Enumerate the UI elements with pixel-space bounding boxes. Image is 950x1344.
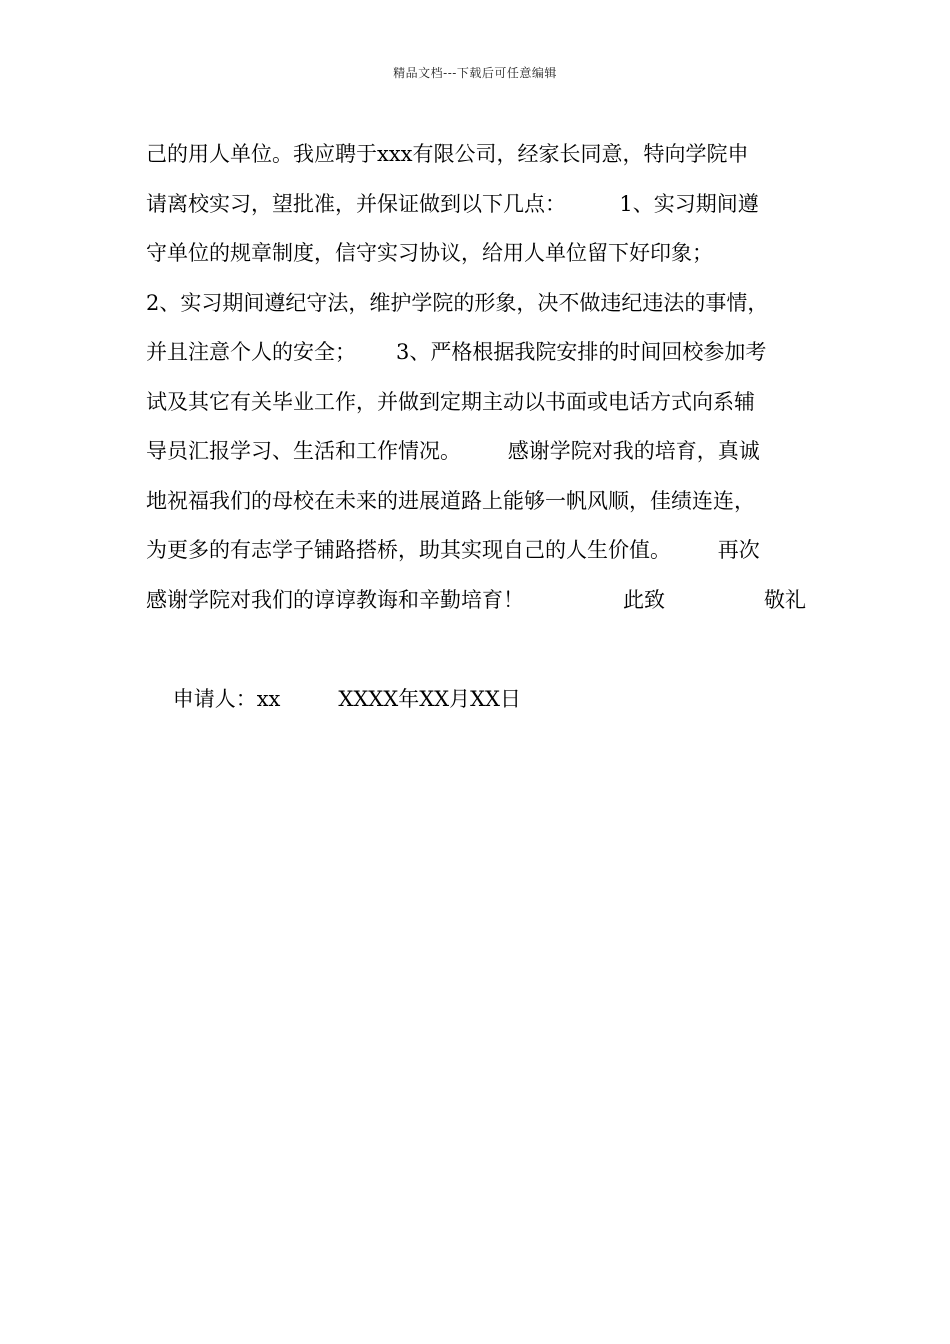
page-header: 精品文档---下载后可任意编辑: [393, 66, 557, 80]
letter-line: 2、实习期间遵纪守法，维护学院的形象，决不做违纪违法的事情，: [146, 290, 769, 315]
letter-body: [146, 130, 806, 711]
letter-line: 地祝福我们的母校在未来的进展道路上能够一帆风顺，佳绩连连，: [146, 488, 755, 513]
letter-line: 试及其它有关毕业工作，并做到定期主动以书面或电话方式向系辅: [146, 389, 755, 414]
applicant-name: 申请人：xx: [172, 686, 281, 711]
letter-line: 守单位的规章制度，信守实习协议，给用人单位留下好印象；: [146, 241, 713, 265]
letter-line: 请离校实习，望批准，并保证做到以下几点： 1、实习期间遵: [146, 191, 759, 216]
closing-jing-li: 敬礼: [764, 587, 806, 612]
closing-thanks: 感谢学院对我们的谆谆教诲和辛勤培育！: [146, 587, 524, 612]
closing-ci-zhi: 此致: [623, 587, 665, 612]
letter-line: 己的用人单位。我应聘于xxx有限公司，经家长同意，特向学院申: [146, 142, 749, 166]
closing-line: [146, 576, 806, 626]
letter-line: 导员汇报学习、生活和工作情况。 感谢学院对我的培育，真诚: [146, 439, 760, 463]
letter-line: 为更多的有志学子铺路搭桥，助其实现自己的人生价值。 再次: [146, 538, 760, 562]
signature-line: [146, 625, 806, 711]
signature-date: XXXX年XX月XX日: [338, 686, 521, 711]
letter-line: 并且注意个人的安全； 3、严格根据我院安排的时间回校参加考: [146, 340, 767, 364]
